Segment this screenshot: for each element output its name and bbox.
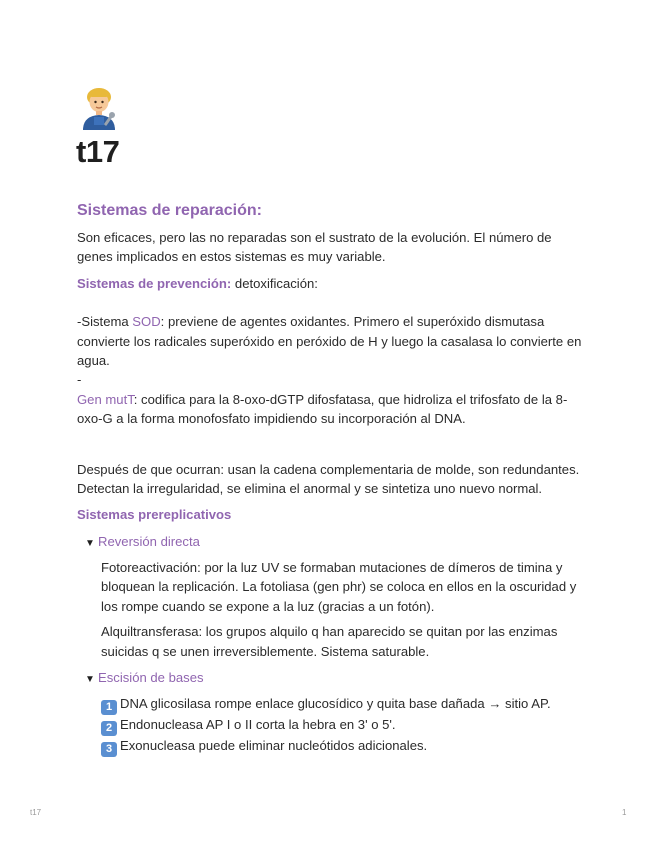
section-heading: Sistemas de reparación: (77, 202, 262, 219)
page-number: 1 (622, 808, 627, 817)
toggle-content (101, 694, 587, 757)
photoreactivation-paragraph: Fotoreactivación: por la luz UV se formaban mutaciones de dímeros de timina y bloquean la replicación. La fotoliasa (gen phr) se coloca en ellos en la oscuridad y los rompe cuando se expone a la luz (gracias a un fotón). (101, 559, 577, 614)
keycap-3-icon: 3 (101, 742, 117, 757)
sod-paragraph (77, 312, 587, 370)
triangle-down-icon[interactable]: ▼ (85, 537, 95, 549)
dash-line: - (77, 372, 82, 388)
toggle-label: Reversión directa (98, 533, 200, 549)
list-item: 3 Exonucleasa puede eliminar nucleótidos adicionales. (101, 736, 587, 757)
after-paragraph: Después de que ocurran: usan la cadena complementaria de molde, son redundantes. Detectan la irregularidad, se elimina el anormal y se sintetiza uno nuevo normal. (77, 461, 580, 497)
prereplicative-label: Sistemas prereplicativos (77, 507, 232, 523)
toggle-escision-de-bases[interactable] (85, 667, 587, 689)
mutt-text: : codifica para la 8-oxo-dGTP difosfatasa, que hidroliza el trifosfato de la 8-oxo-G a la forma monofosfato impidiendo su incorporación al DNA. (77, 391, 568, 427)
triangle-down-icon[interactable]: ▼ (85, 673, 95, 685)
sod-text: : previene de agentes oxidantes. Primero el superóxido dismutasa convierte los radicales superóxido en peróxido de H y luego la casalasa lo convierte en agua. (77, 314, 582, 369)
mutt-paragraph (77, 390, 587, 429)
prevention-paragraph (77, 274, 587, 293)
keycap-1-icon: 1 (101, 700, 117, 715)
toggle-content (101, 558, 587, 661)
page-title: t17 (76, 134, 120, 169)
mechanic-person-icon (77, 84, 121, 132)
footer-title: t17 (30, 808, 42, 817)
page-content (77, 200, 587, 757)
intro-paragraph: Son eficaces, pero las no reparadas son el sustrato de la evolución. El número de genes implicados en estos sistemas es muy variable. (77, 230, 552, 265)
prevention-text: detoxificación: (231, 275, 318, 291)
list-item: 2 Endonucleasa AP I o II corta la hebra en 3' o 5'. (101, 715, 587, 736)
mutt-term: Gen mutT (77, 391, 134, 407)
sod-prefix: -Sistema (77, 314, 133, 330)
sod-term: SOD (132, 314, 161, 330)
toggle-label: Escisión de bases (98, 669, 204, 685)
toggle-reversion-directa[interactable] (85, 531, 587, 553)
list-item: 1 DNA glicosilasa rompe enlace glucosídico y quita base dañada → sitio AP. (101, 694, 587, 715)
keycap-2-icon: 2 (101, 721, 117, 736)
prevention-label: Sistemas de prevención: (77, 275, 232, 291)
alkyltransferase-paragraph: Alquiltransferasa: los grupos alquilo q han aparecido se quitan por las enzimas suicidas q se unen irreversiblemente. Sistema saturable. (101, 624, 558, 659)
